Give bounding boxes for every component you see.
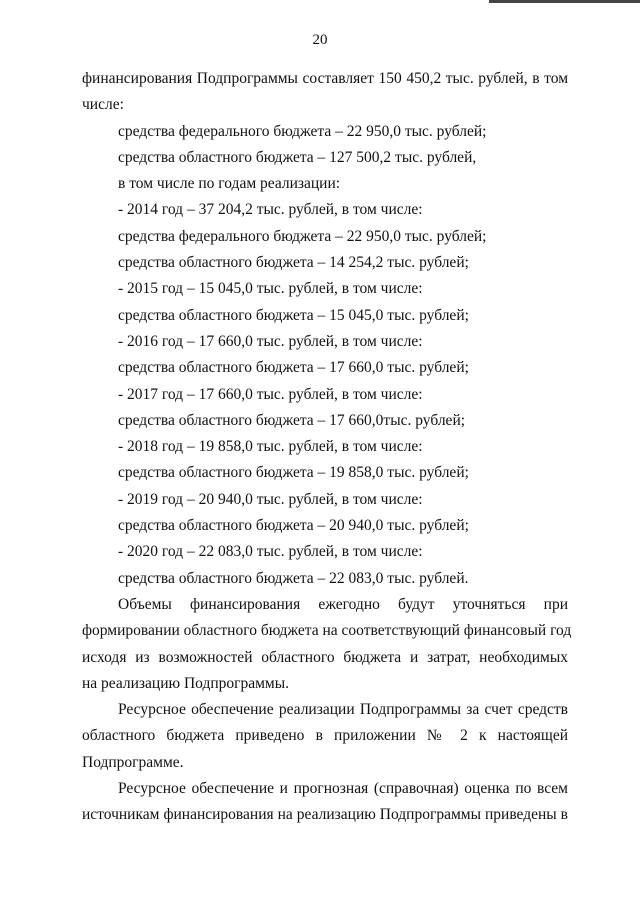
funding-line: средства областного бюджета – 19 858,0 тыс. рублей;: [118, 464, 469, 482]
funding-line: - 2018 год – 19 858,0 тыс. рублей, в том числе:: [118, 438, 423, 456]
page-number: 20: [312, 32, 328, 48]
funding-line: средства областного бюджета – 127 500,2 тыс. рублей,: [118, 148, 477, 166]
funding-line: средства областного бюджета – 20 940,0 тыс. рублей;: [118, 517, 469, 535]
funding-line: средства федерального бюджета – 22 950,0 тыс. рублей;: [118, 122, 487, 140]
paragraph-line: формировании областного бюджета на соответствующий финансовый год: [82, 622, 572, 640]
funding-line: средства федерального бюджета – 22 950,0 тыс. рублей;: [118, 227, 487, 245]
funding-line: в том числе по годам реализации:: [118, 175, 341, 193]
paragraph-line: на реализацию Подпрограммы.: [82, 674, 290, 692]
funding-line: средства областного бюджета – 22 083,0 тыс. рублей.: [118, 569, 469, 587]
funding-line: - 2014 год – 37 204,2 тыс. рублей, в том числе:: [118, 201, 423, 219]
scan-edge: [489, 0, 640, 3]
funding-line: - 2020 год – 22 083,0 тыс. рублей, в том числе:: [118, 543, 423, 561]
paragraph-line: Объемы финансирования ежегодно будут уточняться при: [118, 595, 568, 613]
funding-line: - 2015 год – 15 045,0 тыс. рублей, в том числе:: [118, 280, 423, 298]
document-body: [82, 66, 572, 829]
paragraph-line: исходя из возможностей областного бюджета и затрат, необходимых: [82, 648, 568, 666]
funding-line: средства областного бюджета – 14 254,2 тыс. рублей;: [118, 254, 469, 272]
funding-line: - 2016 год – 17 660,0 тыс. рублей, в том числе:: [118, 332, 423, 350]
paragraph-line: областного бюджета приведено в приложении № 2 к настоящей: [82, 727, 568, 745]
funding-line: - 2017 год – 17 660,0 тыс. рублей, в том числе:: [118, 385, 423, 403]
funding-line: средства областного бюджета – 17 660,0 тыс. рублей;: [118, 359, 469, 377]
funding-line: средства областного бюджета – 15 045,0 тыс. рублей;: [118, 306, 469, 324]
paragraph-line: Ресурсное обеспечение и прогнозная (справочная) оценка по всем: [118, 780, 568, 798]
funding-line: - 2019 год – 20 940,0 тыс. рублей, в том числе:: [118, 490, 423, 508]
funding-line: средства областного бюджета – 17 660,0тыс. рублей;: [118, 411, 466, 429]
intro-line: финансирования Подпрограммы составляет 150 450,2 тыс. рублей, в том: [82, 70, 568, 87]
intro-line: числе:: [82, 96, 124, 114]
paragraph-line: Ресурсное обеспечение реализации Подпрограммы за счет средств: [118, 701, 568, 719]
paragraph-line: Подпрограмме.: [82, 753, 184, 771]
paragraph-line: источникам финансирования на реализацию Подпрограммы приведены в: [82, 806, 568, 824]
